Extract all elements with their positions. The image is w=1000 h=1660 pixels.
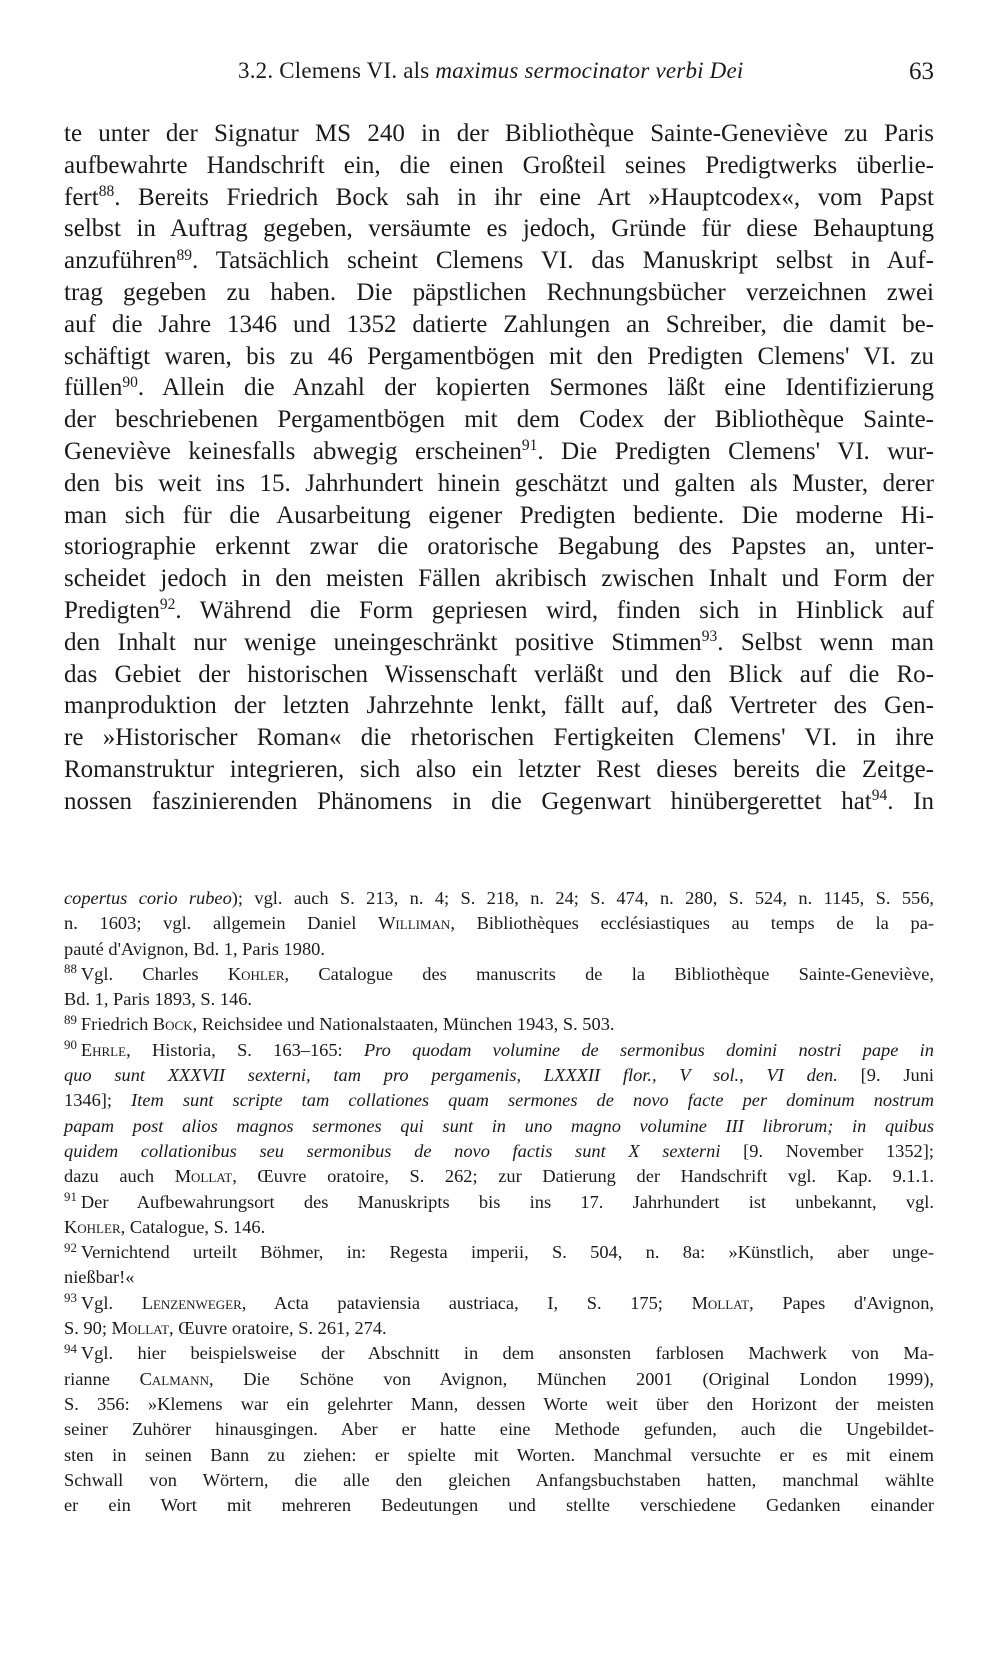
footnote-line: sten in seinen Bann zu ziehen: er spielte mit Worten. Manchmal versuchte er es mit einem (64, 1444, 934, 1465)
footnote-line: papam post alios magnos sermones qui sunt in uno magno volumine III librorum; in quibus (64, 1115, 934, 1136)
footnote-ref: 92 (159, 596, 176, 614)
body-line: schäftigt waren, bis zu 46 Pergamentbögen mit den Predigten Clemens' VI. zu (64, 342, 934, 370)
footnote-line: Schwall von Wörtern, die alle den gleichen Anfangsbuchstaben hatten, manchmal wählte (64, 1469, 934, 1490)
footnote-line: er ein Wort mit mehreren Bedeutungen und stellte verschiedene Gedanken einander (64, 1495, 934, 1516)
footnote-line: $^{88}$ Vgl. Charles Kohler, Catalogue des manuscrits de la Bibliothèque Sainte-Geneviève, (64, 962, 934, 984)
header-section-italic: maximus sermocinator verbi Dei (435, 58, 744, 83)
footnote-line: Kohler, Catalogue, S. 146. (64, 1216, 266, 1237)
footnote-line: n. 1603; vgl. allgemein Daniel Williman, Bibliothèques ecclésiastiques au temps de la pa- (64, 913, 934, 934)
body-line: trag gegeben zu haben. Die päpstlichen Rechnungsbücher verzeichnen zwei (64, 278, 934, 306)
body-line: storiographie erkennt zwar die oratorische Begabung des Papstes an, unter- (64, 533, 934, 561)
footnote-line: quo sunt XXXVII sexterni, tam pro pergamenis, LXXXII flor., V sol., VI den. [9. Juni (64, 1065, 934, 1086)
body-line: Romanstruktur integrieren, sich also ein letzter Rest dieses bereits die Zeitge- (64, 755, 934, 783)
footnote-ref: 88 (98, 183, 115, 201)
footnote-line: $^{92}$ Vernichtend urteilt Böhmer, in: Regesta imperii, S. 504, n. 8a: »Künstlich, aber unge- (64, 1240, 934, 1263)
body-line: aufbewahrte Handschrift ein, die einen Großteil seines Predigtwerks überlie- (64, 151, 934, 179)
footnote-ref: 94 (871, 787, 888, 805)
header-title (238, 58, 744, 84)
body-line: Geneviève keinesfalls abwegig erscheinen$^{91}$. Die Predigten Clemens' VI. wur- (64, 437, 934, 465)
running-header (64, 58, 934, 98)
body-line: den Inhalt nur wenige uneingeschränkt positive Stimmen$^{93}$. Selbst wenn man (64, 628, 934, 656)
body-line: te unter der Signatur MS 240 in der Bibliothèque Sainte-Geneviève zu Paris (64, 120, 934, 147)
body-line: füllen$^{90}$. Allein die Anzahl der kopierten Sermones läßt eine Identifizierung (64, 373, 934, 402)
footnote-ref: 90 (122, 373, 138, 391)
footnote-line: $^{90}$ Ehrle, Historia, S. 163–165: Pro quodam volumine de sermonibus domini nostri pape in (64, 1038, 934, 1060)
footnote-line: $^{89}$ Friedrich Bock, Reichsidee und Nationalstaaten, München 1943, S. 503. (64, 1013, 615, 1035)
body-line: selbst in Auftrag gegeben, versäumte es jedoch, Gründe für diese Behauptung (64, 215, 934, 243)
body-line: fert$^{88}$. Bereits Friedrich Bock sah in ihr eine Art »Hauptcodex«, vom Papst (64, 183, 934, 211)
body-line: anzuführen$^{89}$. Tatsächlich scheint Clemens VI. das Manuskript selbst in Auf- (64, 246, 934, 275)
footnote-line: S. 356: »Klemens war ein gelehrter Mann, dessen Worte weit über den Horizont der meisten (64, 1393, 934, 1414)
body-line: manproduktion der letzten Jahrzehnte lenkt, fällt auf, daß Vertreter des Gen- (64, 692, 934, 720)
header-section: 3.2. Clemens VI. als (238, 58, 436, 83)
footnote-line: $^{91}$ Der Aufbewahrungsort des Manuskripts bis ins 17. Jahrhundert ist unbekannt, vgl. (64, 1190, 934, 1212)
body-line: man sich für die Ausarbeitung eigener Predigten bediente. Die moderne Hi- (64, 501, 934, 529)
footnote-ref: 91 (521, 437, 538, 455)
body-line: Predigten$^{92}$. Während die Form gepriesen wird, finden sich in Hinblick auf (64, 596, 934, 624)
body-line: auf die Jahre 1346 und 1352 datierte Zahlungen an Schreiber, die damit be- (64, 310, 934, 338)
footnote-line: S. 90; Mollat, Œuvre oratoire, S. 261, 274. (64, 1318, 387, 1339)
footnote-line: $^{93}$ Vgl. Lenzenweger, Acta pataviensia austriaca, I, S. 175; Mollat, Papes d'Avignon, (64, 1291, 934, 1313)
footnote-line: nießbar!« (64, 1267, 135, 1288)
footnote-line: 1346]; Item sunt scripte tam collationes quam sermones de novo facte per dominum nostrum (64, 1090, 934, 1111)
footnote-ref: 89 (176, 246, 192, 264)
body-line: das Gebiet der historischen Wissenschaft verläßt und den Blick auf die Ro- (64, 660, 934, 688)
page-number: 63 (909, 58, 934, 85)
body-line: re »Historischer Roman« die rhetorischen Fertigkeiten Clemens' VI. in ihre (64, 724, 934, 752)
body-line: nossen faszinierenden Phänomens in die Gegenwart hinübergerettet hat$^{94}$. In (64, 787, 934, 815)
footnote-line: rianne Calmann, Die Schöne von Avignon, München 2001 (Original London 1999), (64, 1368, 934, 1389)
footnote-line: copertus corio rubeo); vgl. auch S. 213, n. 4; S. 218, n. 24; S. 474, n. 280, S. 524, n. 1145, S. 556, (64, 888, 934, 908)
footnote-line: pauté d'Avignon, Bd. 1, Paris 1980. (64, 938, 325, 959)
main-text (64, 118, 934, 818)
body-line: der beschriebenen Pergamentbögen mit dem Codex der Bibliothèque Sainte- (64, 406, 934, 434)
body-line: scheidet jedoch in den meisten Fällen akribisch zwischen Inhalt und Form der (64, 565, 934, 593)
footnote-line: quidem collationibus seu sermonibus de novo factis sunt X sexterni [9. November 1352]; (64, 1140, 934, 1161)
footnote-line: Bd. 1, Paris 1893, S. 146. (64, 989, 253, 1010)
footnote-line: dazu auch Mollat, Œuvre oratoire, S. 262; zur Datierung der Handschrift vgl. Kap. 9.1.1. (64, 1166, 934, 1187)
footnotes (64, 886, 934, 1518)
body-line: den bis weit ins 15. Jahrhundert hinein geschätzt und galten als Muster, derer (64, 469, 934, 497)
footnote-line: $^{94}$ Vgl. hier beispielsweise der Abschnitt in dem ansonsten farblosen Machwerk von Ma- (64, 1341, 934, 1364)
footnote-ref: 93 (701, 628, 718, 646)
footnote-line: seiner Zuhörer hinausgingen. Aber er hatte eine Methode gefunden, auch die Ungebildet- (64, 1419, 934, 1440)
